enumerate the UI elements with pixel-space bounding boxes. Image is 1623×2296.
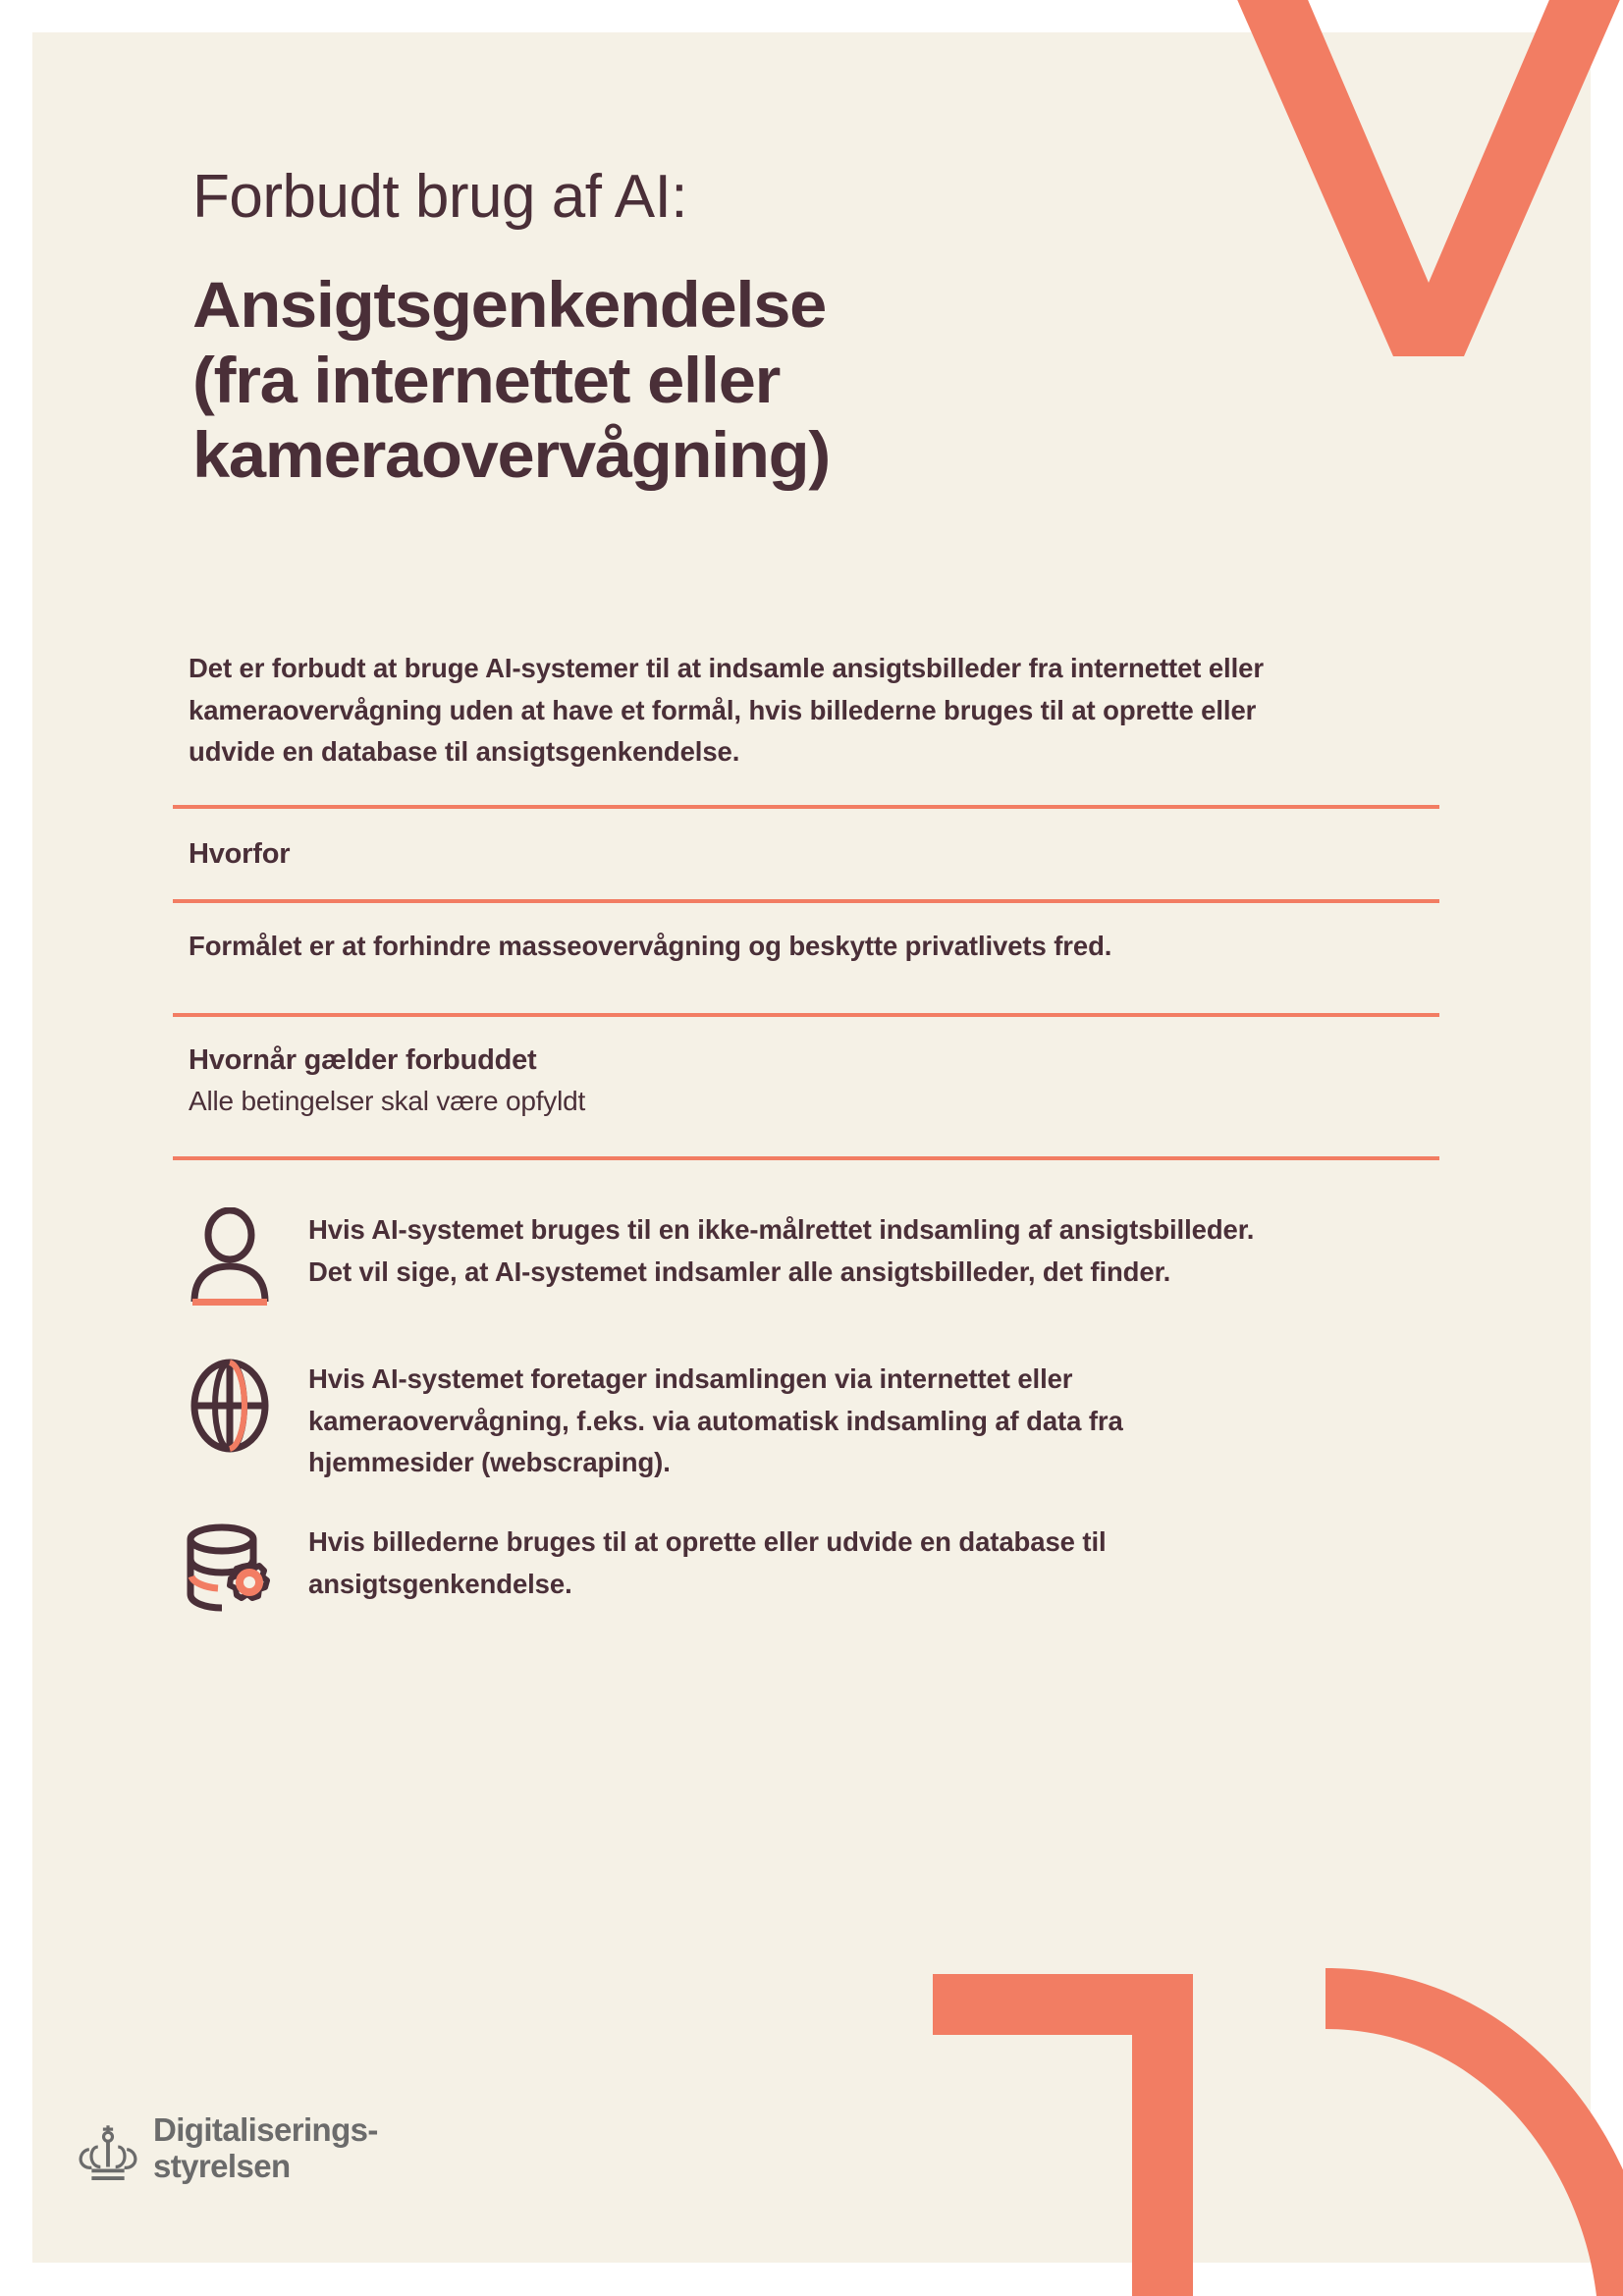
divider-rule-1	[173, 805, 1439, 809]
agency-logo-line-2: styrelsen	[153, 2147, 291, 2184]
agency-logo-line-1: Digitaliserings-	[153, 2111, 378, 2148]
globe-icon	[173, 1355, 289, 1470]
danish-crown-icon	[77, 2124, 139, 2187]
page-kicker: Forbudt brug af AI:	[192, 163, 688, 231]
list-item-text: Hvis AI-systemet foretager indsamlingen via internettet eller kameraovervågning, f.eks. via automatisk indsamling af data fra hjemmesider (webscraping).	[308, 1363, 1123, 1478]
conditions-list	[173, 1205, 1439, 1667]
section-subheading-when: Alle betingelser skal være opfyldt	[189, 1086, 586, 1116]
page-title	[192, 267, 1214, 493]
list-item-text: Hvis AI-systemet bruges til en ikke-målrettet indsamling af ansigtsbilleder. Det vil sige, at AI-systemet indsamler alle ansigtsbilleder, det finder.	[308, 1214, 1255, 1287]
database-gear-icon	[173, 1518, 289, 1633]
list-item	[173, 1518, 1439, 1633]
list-item	[173, 1355, 1439, 1484]
intro-paragraph: Det er forbudt at bruge AI-systemer til at indsamle ansigtsbilleder fra internettet eller kameraovervågning uden at have et formål, hvis billederne bruges til at oprette eller udvide en database til ansigtsgenkendelse.	[189, 653, 1264, 768]
person-icon	[173, 1205, 289, 1321]
page-title-line-3: kameraovervågning)	[192, 418, 830, 492]
divider-rule-2	[173, 899, 1439, 903]
agency-logo	[77, 2112, 378, 2187]
list-item-text: Hvis billederne bruges til at oprette eller udvide en database til ansigtsgenkendelse.	[308, 1525, 1107, 1599]
section-heading-why: Hvorfor	[189, 838, 291, 870]
page-title-line-2: (fra internettet eller	[192, 343, 781, 416]
section-heading-when: Hvornår gælder forbuddet	[189, 1044, 537, 1076]
agency-logo-text	[153, 2112, 378, 2185]
divider-rule-3	[173, 1013, 1439, 1017]
list-item	[173, 1205, 1439, 1321]
page-title-line-1: Ansigtsgenkendelse	[192, 268, 827, 341]
divider-rule-4	[173, 1156, 1439, 1160]
section-body-why: Formålet er at forhindre masseovervågning og beskytte privatlivets fred.	[189, 931, 1112, 961]
